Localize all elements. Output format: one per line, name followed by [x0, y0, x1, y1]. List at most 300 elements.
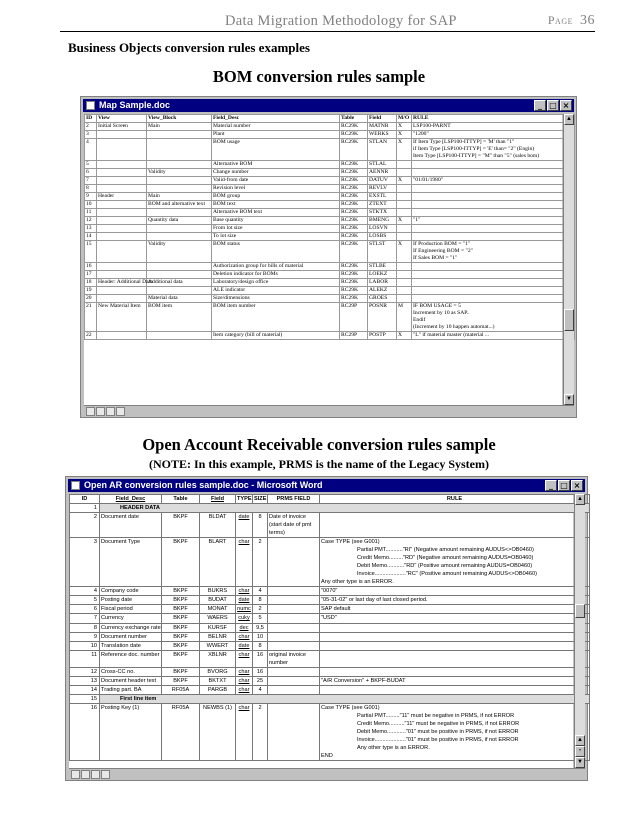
table-cell	[397, 201, 412, 209]
table-cell: ALE indicator	[212, 287, 340, 295]
table-row	[70, 650, 590, 667]
table-cell	[397, 193, 412, 201]
rule-cell	[320, 538, 590, 587]
table-cell: REVLV	[368, 185, 397, 193]
table-cell: Authorization group for bills of material	[212, 263, 340, 271]
table-cell: RC29K	[340, 217, 368, 225]
table-cell: Material number	[212, 123, 340, 131]
table-cell: 20	[85, 295, 97, 303]
ar-horizontal-scrollbar[interactable]	[69, 768, 585, 779]
field-desc-cell: Cross-CC no.	[100, 667, 162, 676]
table-row	[85, 217, 575, 225]
table-row	[85, 287, 575, 295]
field-desc-cell: Trading part. BA	[100, 686, 162, 695]
table-cell	[97, 225, 147, 233]
close-button[interactable]: ×	[560, 100, 572, 111]
id-cell: 1	[70, 504, 100, 513]
table-row	[85, 131, 575, 139]
table-cell: 12	[85, 217, 97, 225]
table-cell	[147, 209, 212, 217]
outline-view-icon[interactable]	[116, 407, 125, 416]
minimize-button[interactable]: _	[534, 100, 546, 111]
column-header: Table	[340, 115, 368, 123]
table-row	[70, 641, 590, 650]
table-row	[70, 695, 590, 704]
table-row	[70, 632, 590, 641]
table-cell: 7	[85, 177, 97, 185]
prms-field-cell	[268, 614, 320, 623]
table-cell: Base quantity	[212, 217, 340, 225]
column-header: SIZE	[254, 496, 267, 502]
table-row	[70, 676, 590, 685]
maximize-button[interactable]: □	[558, 480, 570, 491]
field-name-cell: XBLNR	[200, 650, 236, 667]
table-cell	[97, 161, 147, 169]
print-view-icon[interactable]	[106, 407, 115, 416]
table-cell: BMENG	[368, 217, 397, 225]
subheader-cell: HEADER DATA	[100, 504, 590, 513]
table-cell	[97, 271, 147, 279]
type-cell: numc	[237, 606, 251, 613]
select-browse-icon[interactable]: •	[575, 746, 585, 757]
bom-horizontal-scrollbar[interactable]	[84, 405, 574, 416]
rule-line: If Engineering BOM = "2"	[413, 248, 473, 254]
rule-cell	[412, 271, 575, 279]
rule-cell	[320, 513, 590, 538]
table-cell: New Material Item	[97, 303, 147, 332]
table-cell	[147, 139, 212, 161]
table-cell: RC29P	[340, 303, 368, 332]
type-cell: char	[236, 667, 253, 676]
scroll-down-icon[interactable]: ▼	[564, 394, 574, 405]
id-cell: 10	[70, 641, 100, 650]
table-name-cell: BKPF	[162, 596, 200, 605]
field-name-cell: KURSF	[200, 623, 236, 632]
table-cell	[147, 332, 212, 340]
bom-table	[84, 114, 575, 340]
table-cell: X	[397, 241, 412, 263]
table-cell: 4	[85, 139, 97, 161]
id-cell: 11	[70, 650, 100, 667]
field-desc-cell: Document header text	[100, 676, 162, 685]
prev-page-icon[interactable]: ▲	[575, 735, 585, 746]
table-cell	[147, 161, 212, 169]
type-cell: date	[236, 513, 253, 538]
table-row	[85, 209, 575, 217]
table-cell: X	[397, 177, 412, 185]
table-cell: X	[397, 139, 412, 161]
rule-cell	[412, 279, 575, 287]
column-header: RULE	[412, 115, 575, 123]
table-cell	[397, 279, 412, 287]
bom-window	[80, 96, 577, 418]
column-header: View	[97, 115, 147, 123]
scroll-thumb[interactable]	[564, 309, 574, 331]
table-cell: 3	[85, 131, 97, 139]
field-name-cell: BUKRS	[200, 587, 236, 596]
table-cell	[97, 217, 147, 225]
table-cell: 15	[85, 241, 97, 263]
table-cell: RC29K	[340, 287, 368, 295]
table-row	[85, 177, 575, 185]
table-cell	[147, 225, 212, 233]
table-cell: LABOR	[368, 279, 397, 287]
rule-line: Item Type [LSP100-ITTYP] = "M" than "5" (sales bom)	[413, 153, 540, 159]
ar-vertical-scrollbar[interactable]	[574, 494, 585, 768]
ar-window-title: Open AR conversion rules sample.doc - Microsoft Word	[84, 480, 323, 490]
table-cell: LOSVN	[368, 225, 397, 233]
table-cell: BOM group	[212, 193, 340, 201]
field-desc-cell: Posting Key (1)	[100, 704, 162, 761]
table-cell: RC29K	[340, 241, 368, 263]
table-row	[70, 623, 590, 632]
table-row	[70, 667, 590, 676]
rule-line: Invoice...................."01" must be positive in PRMS, if not ERROR	[357, 737, 519, 744]
table-cell: 2	[85, 123, 97, 131]
table-row	[85, 271, 575, 279]
table-name-cell: BKPF	[162, 513, 200, 538]
field-name-cell: NEWBS (1)	[200, 704, 236, 761]
word-document-icon	[71, 481, 80, 490]
size-cell: 25	[253, 676, 268, 685]
table-cell	[97, 201, 147, 209]
field-desc-cell: Currency	[100, 614, 162, 623]
page-number: Page 36	[547, 13, 595, 28]
table-cell: Header: Additional Data	[98, 279, 153, 285]
column-header: TYPE	[237, 496, 252, 502]
table-cell: 21	[85, 303, 97, 332]
subheader-cell: First line item	[100, 695, 590, 704]
table-cell	[97, 287, 147, 295]
next-page-icon[interactable]: ▼	[575, 757, 585, 768]
bom-heading: BOM conversion rules sample	[212, 67, 426, 86]
table-cell: 9	[85, 193, 97, 201]
field-desc-cell: Document date	[100, 513, 162, 538]
table-cell: BOM and alternative text	[147, 201, 212, 209]
minimize-button[interactable]: _	[545, 480, 557, 491]
table-cell: STLST	[368, 241, 397, 263]
field-name-cell: BLART	[200, 538, 236, 587]
table-name-cell: BKPF	[162, 667, 200, 676]
type-cell: cuky	[236, 614, 253, 623]
table-cell: RC29K	[340, 271, 368, 279]
rule-cell	[412, 139, 575, 161]
table-row	[70, 614, 590, 623]
rule-line: Case TYPE (see G001)	[321, 539, 380, 546]
field-name-cell: BUDAT	[200, 596, 236, 605]
prms-field-cell	[268, 704, 320, 761]
table-row	[85, 332, 575, 340]
table-cell	[397, 209, 412, 217]
ar-window	[65, 476, 588, 781]
field-name-cell: PARGB	[200, 686, 236, 695]
table-cell: MATNR	[368, 123, 397, 131]
rule-cell: "L" if material master (material ...	[412, 332, 575, 340]
normal-view-icon[interactable]	[71, 770, 80, 779]
table-cell	[147, 263, 212, 271]
table-cell	[97, 177, 147, 185]
table-row	[85, 295, 575, 303]
table-cell: RC29K	[340, 139, 368, 161]
table-cell: Alternative BOM text	[212, 209, 340, 217]
rule-cell: LSP100-PARNT	[412, 123, 575, 131]
maximize-button[interactable]: □	[547, 100, 559, 111]
type-cell: char	[236, 632, 253, 641]
id-cell: 13	[70, 676, 100, 685]
field-name-cell: MONAT	[200, 605, 236, 614]
table-cell: Main	[147, 193, 212, 201]
table-cell	[397, 287, 412, 295]
rule-line: Credit Memo........."RD" (Negative amount remaining AUDUS=OB0460)	[357, 555, 534, 562]
id-cell: 15	[70, 695, 100, 704]
table-cell: BOM status	[212, 241, 340, 263]
close-button[interactable]: ×	[571, 480, 583, 491]
table-name-cell: BKPF	[162, 676, 200, 685]
id-cell: 7	[70, 614, 100, 623]
field-name-cell: WAERS	[200, 614, 236, 623]
table-name-cell: BKPF	[162, 632, 200, 641]
table-cell: DATUV	[368, 177, 397, 185]
table-cell: Validity	[147, 241, 212, 263]
bom-vertical-scrollbar[interactable]	[563, 114, 574, 405]
rule-line: Invoice...................."RC" (Positive amount remaining AUDUS<>OB0460)	[357, 571, 537, 578]
column-header: Table	[162, 495, 200, 504]
table-cell: 18	[85, 279, 97, 287]
table-row	[85, 241, 575, 263]
table-cell: Plant	[212, 131, 340, 139]
bom-window-titlebar	[83, 99, 574, 112]
table-cell: M	[397, 303, 412, 332]
table-cell	[97, 185, 147, 193]
rule-line: Increment by 10 as SAP..	[413, 310, 470, 316]
table-cell: 17	[85, 271, 97, 279]
column-header: PRMS FIELD	[268, 495, 320, 504]
table-cell: X	[397, 217, 412, 225]
table-name-cell: BKPF	[162, 623, 200, 632]
section-label: Business Objects conversion rules examples	[68, 40, 310, 55]
table-cell: STKTX	[368, 209, 397, 217]
table-cell: POSTP	[368, 332, 397, 340]
web-view-icon[interactable]	[96, 407, 105, 416]
table-cell	[397, 161, 412, 169]
prms-field-cell	[268, 587, 320, 596]
field-desc-cell: Reference doc. number	[100, 650, 162, 667]
id-cell: 4	[70, 587, 100, 596]
table-name-cell: RF05A	[162, 704, 200, 761]
view-buttons	[86, 407, 125, 416]
table-row	[85, 193, 575, 201]
page-header-title: Data Migration Methodology for SAP	[225, 13, 457, 29]
print-view-icon[interactable]	[91, 770, 100, 779]
rule-cell	[412, 287, 575, 295]
rule-cell: "0070"	[320, 587, 590, 596]
ar-window-titlebar	[68, 479, 585, 492]
id-cell: 12	[70, 667, 100, 676]
field-name-cell: BLDAT	[200, 513, 236, 538]
rule-line: Debit Memo..........."RD" (Positive amount remaining AUDUS=OB0460)	[357, 563, 533, 570]
rule-line: Debit Memo............"01" must be positive in PRMS, if not ERROR	[357, 729, 519, 736]
table-cell: 22	[85, 332, 97, 340]
ar-table	[69, 494, 590, 761]
table-row	[70, 504, 590, 513]
field-name-cell: WWERT	[200, 641, 236, 650]
table-cell: Size/dimensions	[212, 295, 340, 303]
rule-line: END	[321, 753, 333, 760]
table-cell: Revision level	[212, 185, 340, 193]
prms-field-cell	[268, 623, 320, 632]
id-cell: 6	[70, 605, 100, 614]
table-row	[70, 605, 590, 614]
type-cell: date	[236, 596, 253, 605]
table-cell	[147, 287, 212, 295]
type-cell: char	[236, 676, 253, 685]
rule-cell	[412, 295, 575, 303]
field-name-cell: BKTXT	[200, 676, 236, 685]
field-name-cell: BVORG	[200, 667, 236, 676]
table-row	[85, 225, 575, 233]
type-cell: char	[236, 704, 253, 761]
table-row	[70, 538, 590, 587]
rule-cell	[320, 650, 590, 667]
rule-cell	[412, 185, 575, 193]
rule-cell	[320, 686, 590, 695]
table-name-cell: BKPF	[162, 641, 200, 650]
rule-cell	[320, 704, 590, 761]
scroll-thumb[interactable]	[575, 604, 585, 618]
table-cell: RC29K	[340, 201, 368, 209]
table-cell: Additional data	[147, 279, 212, 287]
column-header: Field_Desc	[100, 495, 162, 504]
rule-line: (Increment by 10 happen automat...)	[413, 324, 495, 330]
id-cell: 9	[70, 632, 100, 641]
rule-cell	[412, 209, 575, 217]
table-cell: X	[397, 123, 412, 131]
table-cell: Change number	[212, 169, 340, 177]
field-desc-cell: Document number	[100, 632, 162, 641]
rule-cell: SAP default	[320, 605, 590, 614]
size-cell: 2	[253, 605, 268, 614]
table-cell: BOM usage	[212, 139, 340, 161]
rule-cell: "USD"	[320, 614, 590, 623]
rule-line: If Production BOM = "1"	[413, 241, 471, 247]
size-cell: 16	[253, 667, 268, 676]
rule-cell: "A/R Conversion" + BKPF-BUDAT	[320, 676, 590, 685]
rule-cell	[412, 193, 575, 201]
size-cell: 8	[253, 596, 268, 605]
table-cell	[397, 225, 412, 233]
table-cell: Deletion indicator for BOMs	[212, 271, 340, 279]
table-cell	[397, 295, 412, 303]
table-cell	[147, 177, 212, 185]
table-cell: Initial Screen	[97, 123, 147, 131]
scroll-up-icon[interactable]: ▲	[575, 494, 585, 505]
table-cell: STLAL	[368, 161, 397, 169]
table-cell: 13	[85, 225, 97, 233]
table-cell: 14	[85, 233, 97, 241]
table-cell: AENNR	[368, 169, 397, 177]
web-view-icon[interactable]	[81, 770, 90, 779]
size-cell: 5	[253, 614, 268, 623]
prms-field-cell: Date of invoice (start date of pmt terms)	[268, 513, 320, 538]
table-cell: Item category (bill of material)	[212, 332, 340, 340]
column-header: Field_Desc	[212, 115, 340, 123]
table-cell: RC29K	[340, 185, 368, 193]
rule-cell	[320, 641, 590, 650]
scroll-up-icon[interactable]: ▲	[564, 114, 574, 125]
field-desc-cell: Fiscal period	[100, 605, 162, 614]
table-cell: GROES	[368, 295, 397, 303]
ar-note: (NOTE: In this example, PRMS is the name of the Legacy System)	[149, 457, 489, 471]
id-cell: 16	[70, 704, 100, 761]
prms-field-cell	[268, 538, 320, 587]
table-cell: 5	[85, 161, 97, 169]
outline-view-icon[interactable]	[101, 770, 110, 779]
table-cell: BOM item	[147, 303, 212, 332]
table-row	[85, 201, 575, 209]
field-desc-cell: Translation date	[100, 641, 162, 650]
rule-line: Case TYPE (see G001)	[321, 705, 380, 712]
rule-cell	[412, 225, 575, 233]
table-row	[85, 123, 575, 131]
table-cell	[147, 131, 212, 139]
rule-cell	[320, 632, 590, 641]
document-icon	[86, 101, 95, 110]
table-row	[85, 139, 575, 161]
table-cell: LOSBS	[368, 233, 397, 241]
rule-line: Any other type is an ERROR.	[321, 579, 394, 586]
field-desc-cell: Currency exchange rate	[101, 624, 161, 631]
size-cell: 8	[253, 513, 268, 538]
table-cell: RC29K	[340, 263, 368, 271]
type-cell: char	[236, 686, 253, 695]
rule-line: Partial PMT........."11" must be negative in PRMS, if not ERROR	[357, 713, 515, 720]
table-name-cell: RF05A	[162, 686, 200, 695]
rule-cell	[412, 169, 575, 177]
table-row	[70, 596, 590, 605]
prms-field-cell	[268, 605, 320, 614]
rule-cell: "01/01/1980"	[412, 177, 575, 185]
id-cell: 14	[70, 686, 100, 695]
table-cell: Main	[147, 123, 212, 131]
field-desc-cell: Posting date	[100, 596, 162, 605]
rule-line: Partial PMT..........."RI" (Negative amount remaining AUDUS<>OB0460)	[357, 547, 534, 554]
table-cell: From lot size	[212, 225, 340, 233]
prms-field-cell	[268, 676, 320, 685]
table-cell	[397, 263, 412, 271]
table-cell: Alternative BOM	[212, 161, 340, 169]
size-cell: 8	[253, 641, 268, 650]
type-cell: date	[236, 641, 253, 650]
normal-view-icon[interactable]	[86, 407, 95, 416]
table-cell	[397, 169, 412, 177]
id-cell: 3	[70, 538, 100, 587]
rule-line: if Item Type [LSP100-ITTYP] = 'E' than= "2" (Engin)	[413, 146, 535, 152]
prms-field-cell: original invoice number	[268, 650, 320, 667]
rule-line: Endif	[413, 317, 426, 323]
type-cell: dec	[236, 623, 253, 632]
table-cell	[97, 139, 147, 161]
table-row	[85, 279, 575, 287]
table-cell: ZTEXT	[368, 201, 397, 209]
table-cell: 8	[85, 185, 97, 193]
field-desc-cell: Company code	[100, 587, 162, 596]
id-cell: 8	[70, 623, 100, 632]
column-header: M/O	[397, 115, 412, 123]
rule-cell: "05-31-02" or last day of last closed period.	[320, 596, 590, 605]
rule-cell	[412, 233, 575, 241]
rule-line: Credit Memo.........."11" must be negative in PRMS, if not ERROR	[357, 721, 520, 728]
table-name-cell: BKPF	[162, 605, 200, 614]
